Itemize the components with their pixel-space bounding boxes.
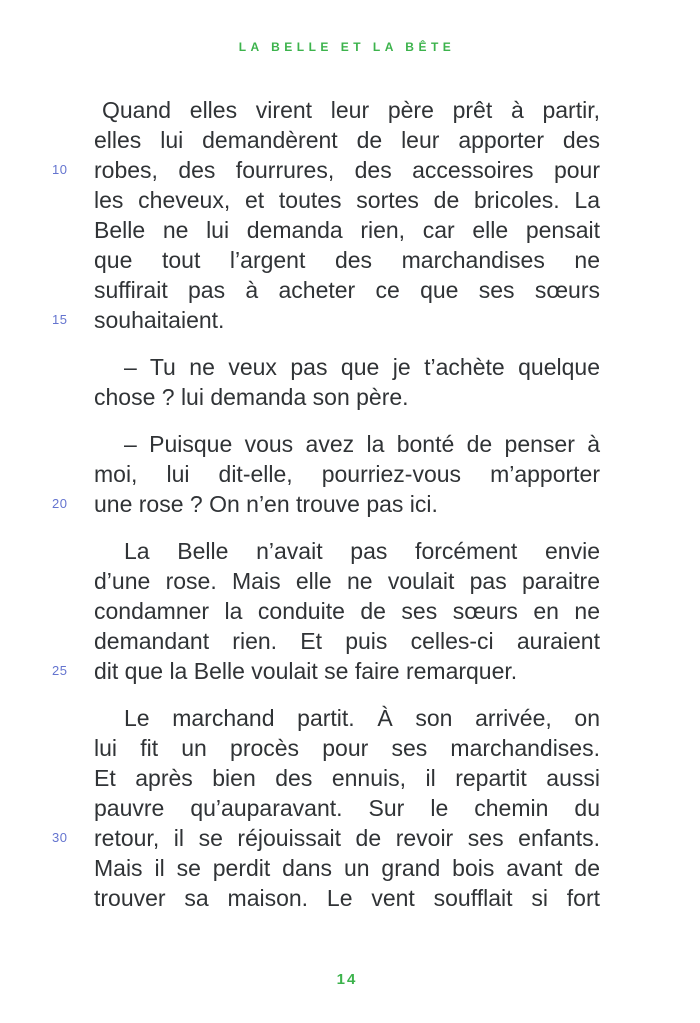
text-line: d’une rose. Mais elle ne voulait pas paraitre [94, 568, 600, 594]
text-line: Belle ne lui demanda rien, car elle pensait [94, 217, 600, 243]
page-number: 14 [336, 971, 358, 988]
text-line: trouver sa maison. Le vent soufflait si fort [94, 885, 600, 911]
body-text-block [52, 95, 600, 913]
line-number: 20 [52, 496, 68, 511]
text-line: souhaitaient. 15 [52, 307, 225, 333]
text-line: demandant rien. Et puis celles-ci auraient [94, 628, 600, 654]
text-line: pauvre qu’auparavant. Sur le chemin du [94, 795, 600, 821]
text-line: une rose ? On n’en trouve pas ici. 20 [52, 491, 438, 517]
text-line: condamner la conduite de ses sœurs en ne [94, 598, 600, 624]
text-line: que tout l’argent des marchandises ne [94, 247, 600, 273]
text-line: moi, lui dit-elle, pourriez-vous m’apporter [94, 461, 600, 487]
text-line: Et après bien des ennuis, il repartit aussi [94, 765, 600, 791]
text-line: les cheveux, et toutes sortes de bricoles. La [94, 187, 600, 213]
paragraph [52, 95, 600, 335]
paragraph [94, 352, 600, 412]
text-line: La Belle n’avait pas forcément envie [124, 538, 600, 564]
line-number: 10 [52, 162, 68, 177]
paragraph [52, 536, 600, 686]
text-line: – Tu ne veux pas que je t’achète quelque [124, 354, 600, 380]
text-line: chose ? lui demanda son père. [94, 384, 409, 410]
paragraph [52, 703, 600, 913]
text-line: Mais il se perdit dans un grand bois avant de [94, 855, 600, 881]
text-line: Quand elles virent leur père prêt à partir, [102, 97, 600, 123]
text-line: Le marchand partit. À son arrivée, on [124, 705, 600, 731]
paragraph [52, 429, 600, 519]
running-head-title: LA BELLE ET LA BÊTE [238, 40, 456, 54]
text-line: dit que la Belle voulait se faire remarquer. 25 [52, 658, 518, 684]
line-number: 30 [52, 830, 68, 845]
text-line: robes, des fourrures, des accessoires pour 10 [52, 157, 600, 183]
text-line: retour, il se réjouissait de revoir ses enfants. 30 [52, 825, 600, 851]
text-line: suffirait pas à acheter ce que ses sœurs [94, 277, 600, 303]
text-line: lui fit un procès pour ses marchandises. [94, 735, 600, 761]
line-number: 15 [52, 312, 68, 327]
text-line: – Puisque vous avez la bonté de penser à [124, 431, 600, 457]
line-number: 25 [52, 663, 68, 678]
text-line: elles lui demandèrent de leur apporter des [94, 127, 600, 153]
